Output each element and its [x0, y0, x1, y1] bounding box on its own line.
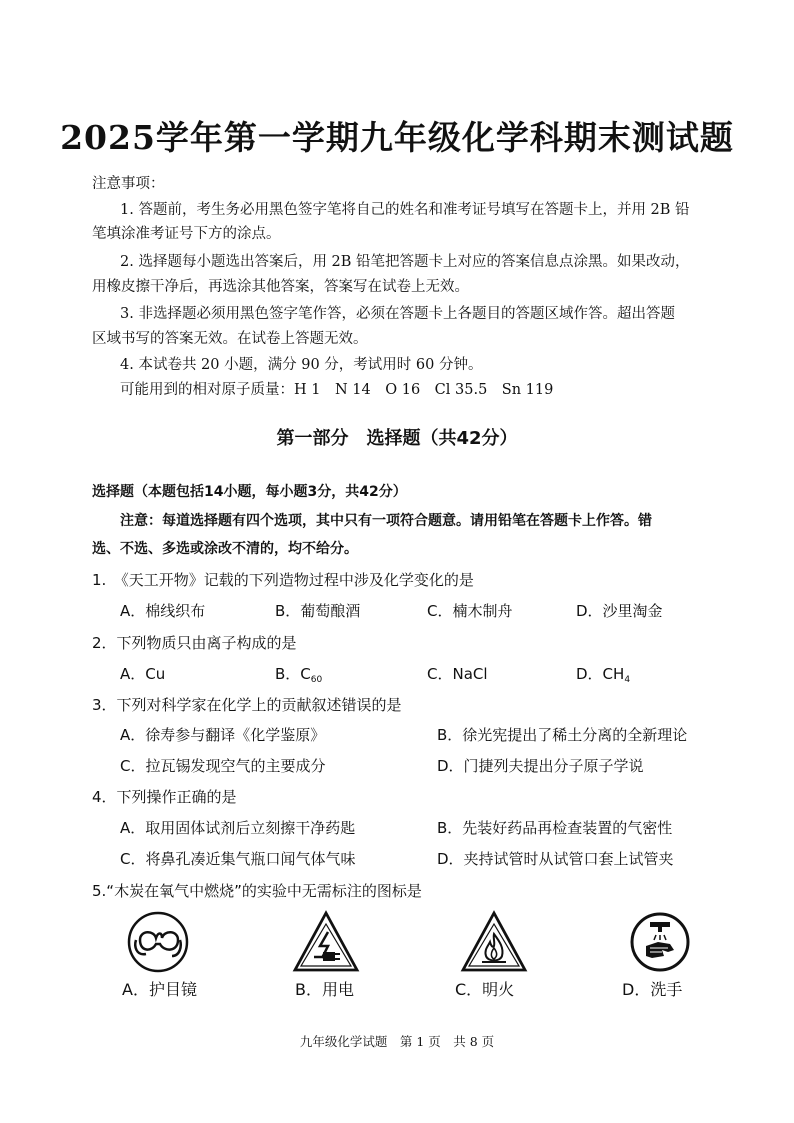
q3-option-d: D．门捷列夫提出分子原子学说	[437, 757, 644, 775]
q5-option-d: D．洗手	[622, 980, 683, 999]
hand-washing-icon	[628, 910, 692, 978]
q3-option-c: C．拉瓦锡发现空气的主要成分	[120, 757, 326, 775]
q5-option-b: B．用电	[295, 980, 354, 999]
choice-note-a: 注意：每道选择题有四个选项，其中只有一项符合题意。请用铅笔在答题卡上作答。错	[120, 513, 652, 529]
q3-option-a: A．徐寿参与翻译《化学鉴原》	[120, 726, 326, 744]
notice-line-1a: 1. 答题前，考生务必用黑色签字笔将自己的姓名和准考证号填写在答题卡上，并用 2B 铅	[120, 202, 690, 218]
q2-option-b-subscript: 60	[310, 675, 323, 685]
q2-option-a: A．Cu	[120, 665, 166, 683]
q5-option-c: C．明火	[455, 980, 515, 999]
question-2-stem: 2．下列物质只由离子构成的是	[92, 634, 297, 652]
section-title: 第一部分 选择题（共42分）	[276, 428, 518, 449]
q4-option-a: A．取用固体试剂后立刻擦干净药匙	[120, 819, 356, 837]
notice-line-4: 4. 本试卷共 20 小题，满分 90 分，考试用时 60 分钟。	[120, 357, 483, 373]
atomic-masses	[120, 378, 553, 399]
q1-option-b: B．葡萄酿酒	[275, 602, 361, 620]
choice-intro: 选择题（本题包括14小题，每小题3分，共42分）	[92, 484, 407, 500]
q2-option-d-text: D．CH	[576, 665, 625, 683]
q1-option-d: D．沙里淘金	[576, 602, 663, 620]
q4-option-d: D．夹持试管时从试管口套上试管夹	[437, 850, 674, 868]
question-5-stem: 5.“木炭在氧气中燃烧”的实验中无需标注的图标是	[92, 882, 422, 900]
q5-option-a: A．护目镜	[122, 980, 197, 999]
atomic-masses-label: 可能用到的相对原子质量：	[120, 382, 294, 398]
q4-option-b: B．先装好药品再检查装置的气密性	[437, 819, 673, 837]
notice-line-2b: 用橡皮擦干净后，再选涂其他答案，答案写在试卷上无效。	[92, 279, 469, 295]
notice-line-2a: 2. 选择题每小题选出答案后，用 2B 铅笔把答题卡上对应的答案信息点涂黑。如果改动，	[120, 254, 690, 270]
notice-line-3b: 区域书写的答案无效。在试卷上答题无效。	[92, 331, 368, 347]
choice-note-b: 选、不选、多选或涂改不清的，均不给分。	[92, 541, 358, 557]
electricity-icon	[292, 910, 360, 978]
goggles-icon	[126, 910, 190, 978]
question-1-stem: 1. 《天工开物》记载的下列造物过程中涉及化学变化的是	[92, 571, 474, 589]
q2-option-d-subscript: 4	[624, 675, 631, 685]
atomic-masses-values: H 1 N 14 O 16 Cl 35.5 Sn 119	[294, 382, 554, 398]
q2-option-d	[576, 663, 630, 685]
notice-line-1b: 笔填涂准考证号下方的涂点。	[92, 226, 281, 242]
q3-option-b: B．徐光宪提出了稀土分离的全新理论	[437, 726, 688, 744]
q4-option-c: C．将鼻孔凑近集气瓶口闻气体气味	[120, 850, 356, 868]
page-title: 2025学年第一学期九年级化学科期末测试题	[60, 118, 734, 157]
notice-heading: 注意事项：	[92, 176, 165, 192]
q1-option-c: C．楠木制舟	[427, 602, 513, 620]
question-3-stem: 3．下列对科学家在化学上的贡献叙述错误的是	[92, 696, 402, 714]
q1-option-a: A．棉线织布	[120, 602, 206, 620]
q2-option-b	[275, 663, 322, 685]
open-flame-icon	[460, 910, 528, 978]
question-4-stem: 4．下列操作正确的是	[92, 788, 237, 806]
notice-line-3a: 3. 非选择题必须用黑色签字笔作答，必须在答题卡上各题目的答题区域作答。超出答题	[120, 306, 675, 322]
q2-option-b-text: B．C	[275, 665, 311, 683]
q2-option-c: C．NaCl	[427, 665, 488, 683]
page-footer: 九年级化学试题 第 1 页 共 8 页	[299, 1034, 495, 1049]
